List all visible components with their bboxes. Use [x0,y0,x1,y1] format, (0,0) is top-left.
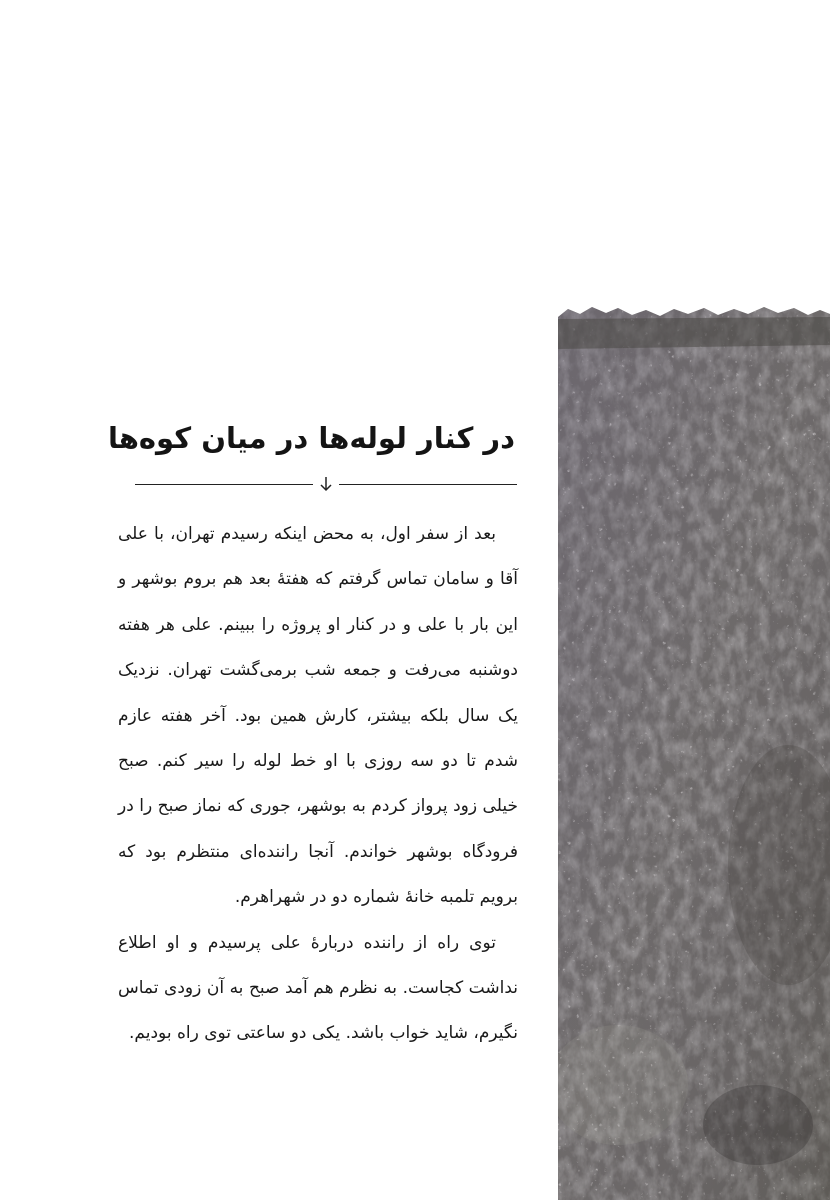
title-divider [135,474,517,496]
divider-line-right [339,484,517,485]
chapter-body [118,512,518,1057]
rocky-terrain-photo [558,305,830,1200]
arrow-down-icon [317,474,335,494]
paragraph: توی راه از راننده دربارهٔ علی پرسیدم و او اطلاع نداشت کجاست. به نظرم هم آمد صبح به آن زودی تماس نگیرم، شاید خواب باشد. یکی دو ساعتی توی راه بودیم. [118,932,518,1044]
terrain-photo-graphic [558,305,830,1200]
chapter-title: در کنار لوله‌ها در میان کوه‌ها [107,421,515,455]
divider-line-left [135,484,313,485]
paragraph: بعد از سفر اول، به محض اینکه رسیدم تهران، با علی آقا و سامان تماس گرفتم که هفتهٔ بعد هم بروم بوشهر و این بار با علی و در کنار او پروژه را ببینم. علی هر هفته دوشنبه می‌رفت و جمعه شب برمی‌گشت تهران. نزدیک یک سال بلکه بیشتر، کارش همین بود. آخر هفته عازم شدم تا دو سه روزی با او خط لوله را سیر کنم. صبح خیلی زود پرواز کردم به بوشهر، جوری که نماز صبح را در فرودگاه بوشهر خواندم. آنجا راننده‌ای منتظرم بود که برویم تلمبه خانهٔ شماره دو در شهراهرم. [118,524,518,908]
